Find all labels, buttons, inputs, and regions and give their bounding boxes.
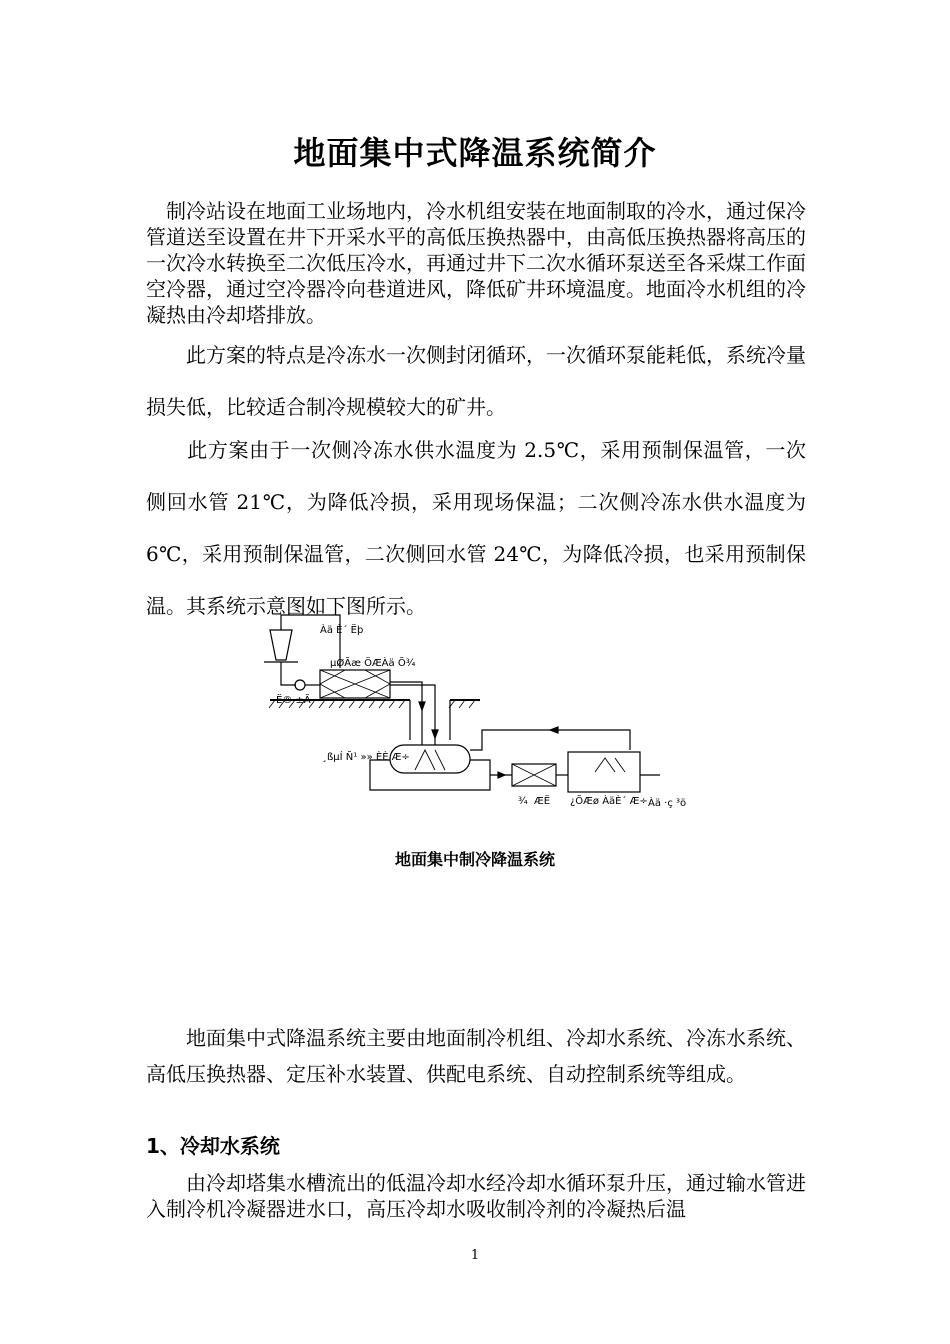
flow-arrow-filter [498, 772, 505, 778]
filter-hatch [512, 764, 556, 786]
flow-arrow-down [432, 730, 438, 738]
section-heading-cooling-water: 1、冷却水系统 [146, 1134, 280, 1158]
flow-arrow-up [419, 702, 425, 710]
paragraph-features: 此方案的特点是冷冻水一次侧封闭循环，一次循环泵能耗低，系统冷量损失低，比较适合制冷规模较大的矿井。 [146, 343, 806, 419]
page-number: 1 [470, 1248, 480, 1263]
paragraph-intro: 制冷站设在地面工业场地内，冷水机组安装在地面制取的冷水，通过保冷管道送至设置在井下开采水平的高低压换热器中，由高低压换热器将高压的一次冷水转换至二次低压冷水，再通过井下二次水循环泵送至各采煤工作面空冷器，通过空冷器冷向巷道进风，降低矿井环境温度。地面冷水机组的冷凝热由冷却塔排放。 [146, 199, 806, 327]
document-title: 地面集中式降温系统简介 [293, 134, 657, 172]
label-cold-air-out: Àä ·ç ³ö [648, 798, 687, 809]
chiller-hatch [320, 670, 390, 698]
figure-caption: 地面集中制冷降温系统 [394, 850, 555, 869]
paragraph-cooling-water: 由冷却塔集水槽流出的低温冷却水经冷却水循环泵升压，通过输水管进入制冷机冷凝器进水口，高压冷却水吸收制冷剂的冷凝热后温 [146, 1171, 806, 1221]
label-air-cooler: ¿ÕÆø ÀäÈ´ Æ÷ [570, 796, 648, 807]
secondary-bottom-pipe [370, 760, 490, 790]
label-exchanger: ¸ßµÍ Ñ¹ »» ÈÈ Æ÷ [322, 752, 410, 763]
flow-arrow-top [550, 727, 558, 733]
label-surface-chiller: µØÃæ ÖÆÀä Õ¾ [330, 658, 416, 669]
secondary-top-pipe [470, 730, 630, 750]
system-schematic-diagram [250, 610, 700, 820]
paragraph-temperatures: 此方案由于一次侧冷冻水供水温度为 2.5℃，采用预制保温管，一次侧回水管 21℃，为降低冷损，采用现场保温；二次侧冷冻水供水温度为 6℃，采用预制保温管，二次侧回水管 24℃，为降低冷损，也采用预制保温。其系统示意图如下图所示。 [146, 438, 806, 618]
tower-return-pipe [281, 662, 296, 685]
primary-supply-pipe [390, 682, 422, 745]
label-pump: Ë® ±Ã [276, 695, 311, 706]
air-cooler-coil [595, 758, 625, 772]
primary-return-pipe [390, 685, 435, 745]
pump-icon [295, 680, 305, 690]
cooling-tower-icon [270, 630, 292, 660]
air-cooler-box [568, 752, 640, 792]
ground-hatch-right [449, 700, 475, 708]
label-filter: ¾ ÆË [518, 796, 551, 807]
paragraph-components: 地面集中式降温系统主要由地面制冷机组、冷却水系统、冷冻水系统、高低压换热器、定压补水装置、供配电系统、自动控制系统等组成。 [146, 1026, 806, 1086]
exchanger-coil [415, 750, 445, 770]
label-cooling-tower: Àä È´ Ëþ [320, 625, 364, 636]
